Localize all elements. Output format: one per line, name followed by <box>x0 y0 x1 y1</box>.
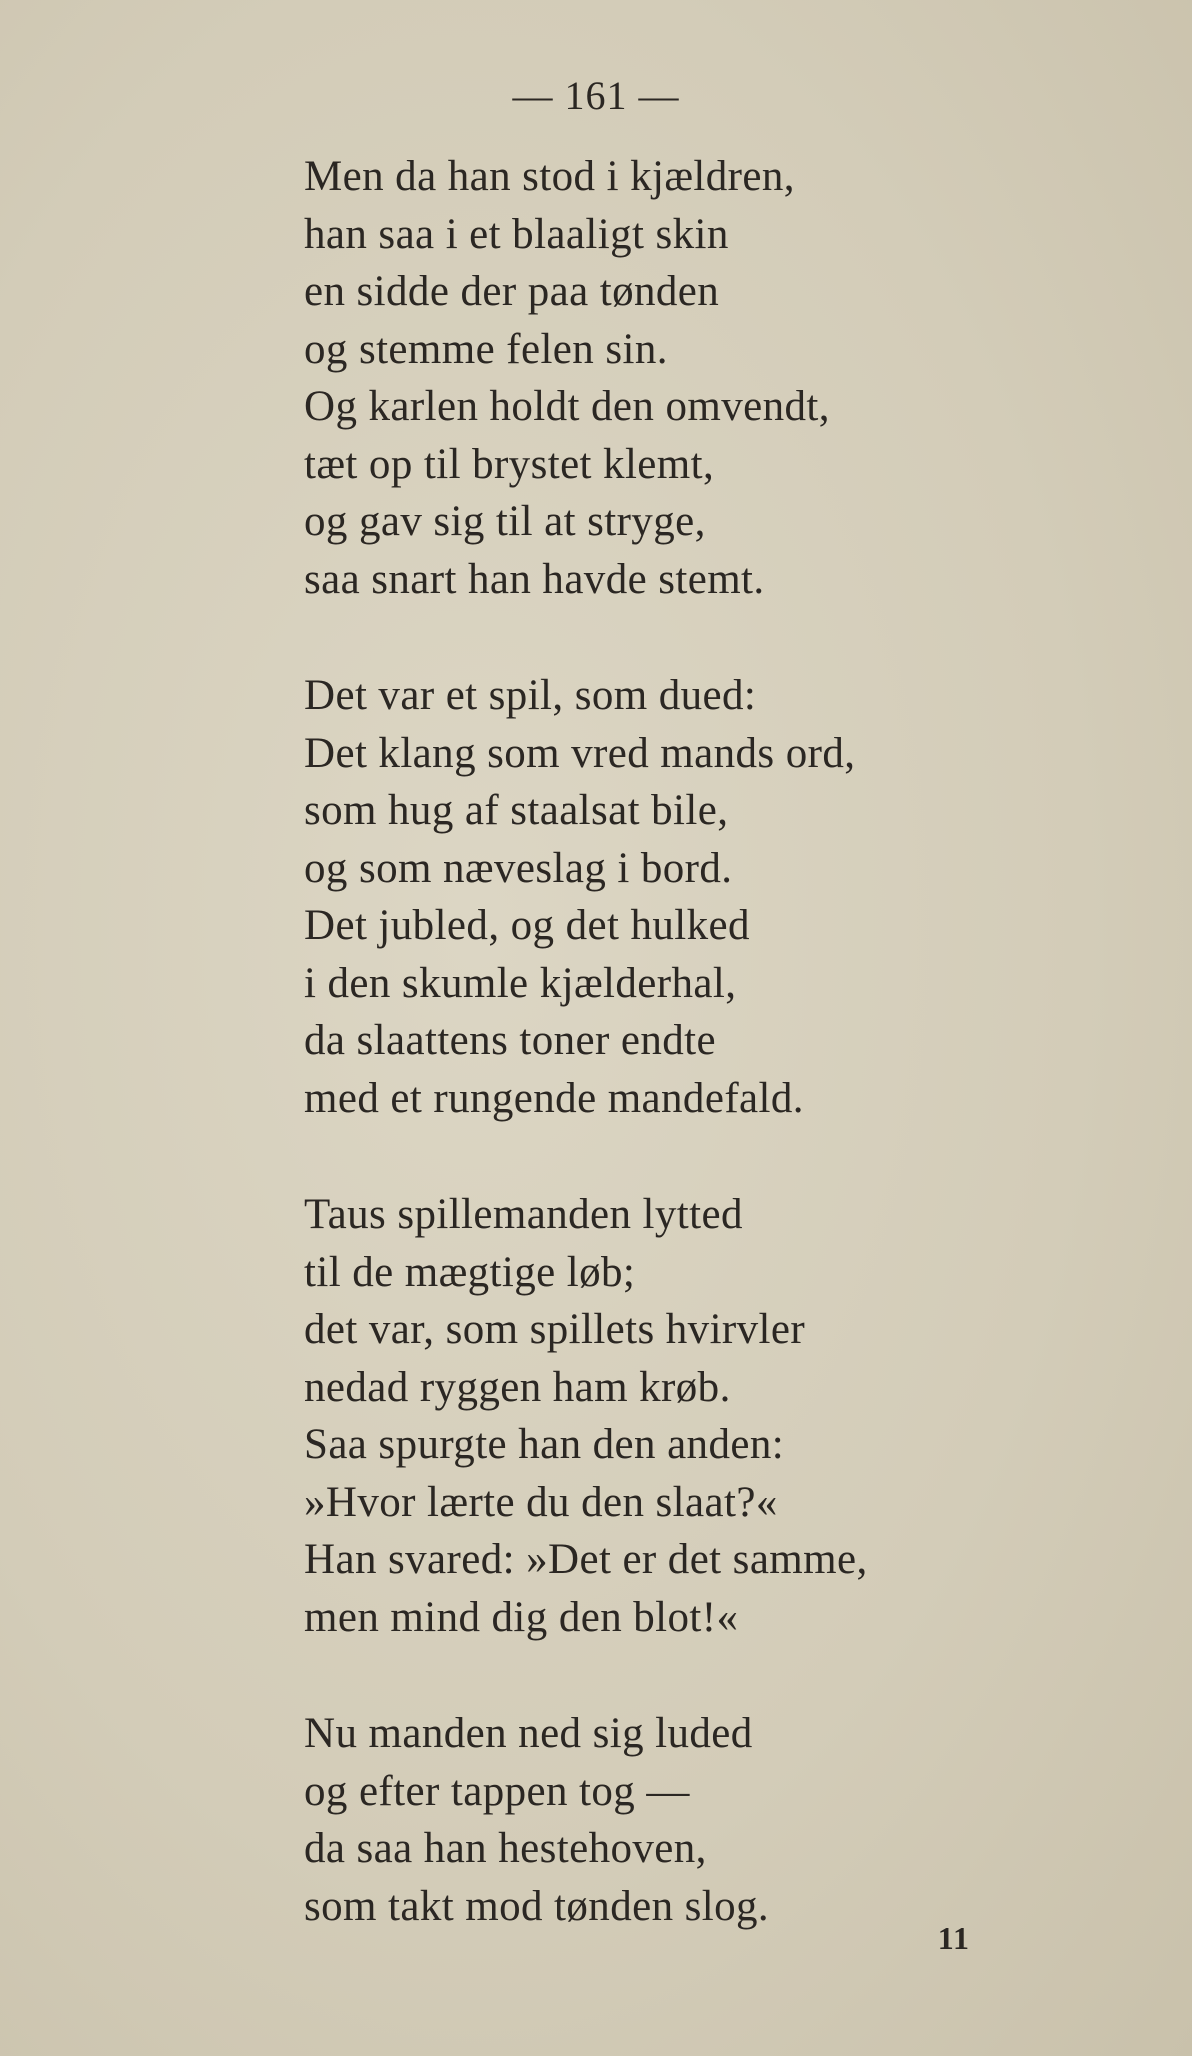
poem-line: som hug af staalsat bile, <box>304 787 729 834</box>
poem-line: da saa han hestehoven, <box>304 1825 707 1872</box>
poem-line: nedad ryggen ham krøb. <box>304 1363 731 1411</box>
poem-line: og som næveslag i bord. <box>304 844 733 892</box>
poem-line: Saa spurgte han den anden: <box>304 1421 785 1468</box>
poem-line: Det klang som vred mands ord, <box>304 729 856 777</box>
poem-line: Og karlen holdt den omvendt, <box>304 383 830 430</box>
poem-line: da slaattens toner endte <box>304 1017 716 1064</box>
poem-line: med et rungende mandefald. <box>304 1074 804 1122</box>
page-number: — 161 — <box>512 73 680 118</box>
poem-line: saa snart han havde stemt. <box>304 555 765 603</box>
poem-line: og stemme felen sin. <box>304 325 668 373</box>
stanza-3 <box>304 1186 1104 1646</box>
poem-line: Nu manden ned sig luded <box>304 1710 753 1757</box>
poem-line: Han svared: »Det er det samme, <box>304 1536 868 1583</box>
poem-line: han saa i et blaaligt skin <box>304 210 729 258</box>
poem-line: som takt mod tønden slog. <box>304 1882 770 1930</box>
poem-line: tæt op til brystet klemt, <box>304 440 715 488</box>
poem-line: det var, som spillets hvirvler <box>304 1306 806 1353</box>
poem-line: Men da han stod i kjældren, <box>304 153 795 200</box>
poem-line: Taus spillemanden lytted <box>304 1191 743 1238</box>
stanza-1 <box>304 148 1104 608</box>
poem-line: Det jubled, og det hulked <box>304 902 750 949</box>
poem-line: Det var et spil, som dued: <box>304 672 757 719</box>
poem-line: og efter tappen tog — <box>304 1767 690 1815</box>
signature-mark: 11 <box>937 1920 970 1956</box>
poem-line: og gav sig til at stryge, <box>304 498 706 545</box>
poem-line: en sidde der paa tønden <box>304 268 720 315</box>
poem-line: i den skumle kjælderhal, <box>304 959 737 1007</box>
stanza-2 <box>304 667 1104 1127</box>
poem-line: men mind dig den blot!« <box>304 1593 739 1641</box>
poem-line: til de mægtige løb; <box>304 1248 636 1296</box>
poem-line: »Hvor lærte du den slaat?« <box>304 1478 778 1526</box>
stanza-4 <box>304 1705 1104 1935</box>
poem <box>304 148 1104 1994</box>
